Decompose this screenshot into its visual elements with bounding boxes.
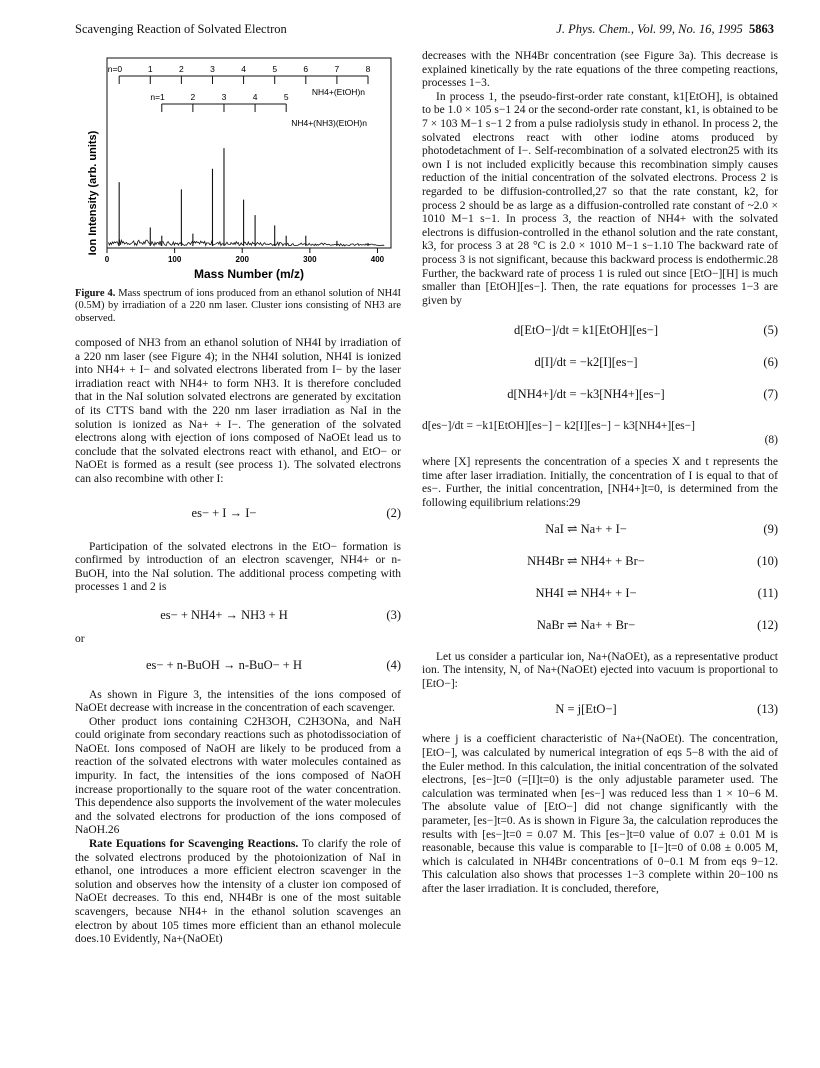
paragraph: decreases with the NH4Br concentration (see Figure 3a). This decrease is explained kinetically by the rate equations of the three competing reactions, processes 1−3. [422, 50, 778, 90]
equation-9 [422, 517, 778, 545]
ladder-n-label: 7 [334, 64, 340, 74]
paragraph: composed of NH3 from an ethanol solution of NH4I by irradiation of a 220 nm laser (see Figure 4); in the NH4I solution, NH4I is ionized into NH4+ + I− and solvated electrons liberated from I− by the laser irradiation react with NH4+ to form NH3. It is therefore concluded that in the NaI solution solvated electrons are generated by excitation of its CTTS band with the 220 nm laser irradiation as NaI in the solution is ionized as Na+ + I−. The generation of the solvated electrons along with ejection of ions composed of NaOEt lead us to conclude that the solvated electrons react with ethanol, and EtO− or NaOEt is formed as a result (see process 1). The solvated electrons can also recombine with other I: [75, 337, 401, 485]
running-header-title: Scavenging Reaction of Solvated Electron [75, 22, 287, 36]
equation-number: (7) [763, 387, 778, 402]
equation-number: (9) [763, 521, 778, 536]
equation-6 [422, 350, 778, 378]
equation-3 [75, 603, 401, 631]
x-tick-marks [107, 248, 377, 253]
equation-number: (4) [386, 657, 401, 672]
equation-body: NH4Br ⇌ NH4+ + Br− [527, 553, 645, 568]
paragraph: As shown in Figure 3, the intensities of the ions composed of NaOEt decrease with increase in the concentration of each scavenger. [75, 688, 401, 715]
equation-number: (12) [757, 617, 778, 632]
equation-number: (5) [763, 323, 778, 338]
equation-10 [422, 549, 778, 577]
equation-number: (10) [757, 553, 778, 568]
equation-body: es− + I → I− [191, 505, 257, 520]
series-a-label: NH4+(EtOH)n [311, 87, 365, 97]
equation-number: (11) [757, 585, 778, 600]
equation-body: es− + NH4+ → NH3 + H [160, 607, 288, 622]
connector-or: or [75, 632, 85, 645]
x-tick-label: 0 [104, 255, 110, 264]
section-title: Rate Equations for Scavenging Reactions. [89, 838, 299, 851]
equation-7 [422, 382, 778, 410]
paragraph [75, 838, 401, 947]
x-tick-label: 300 [303, 255, 317, 264]
equation-2 [75, 501, 401, 529]
ladder-n-label: 3 [221, 92, 227, 102]
paragraph: In process 1, the pseudo-first-order rate constant, k1[EtOH], is obtained to be 1.0 × 105 s−1 24 or the second-order rate constant, k1, is obtained to be 7 × 103 M−1 s−1 2 from a pulse radiolysis study in ethanol. In process 2, the solvated electrons react with other iodine atoms produced by photodetachment of I−. Self-recombination of a solvated electron25 with its own I is not included explicitly because this recombination simply causes reduction of the initial concentration of the solvated electrons. Process 2 is regarded to be diffusion-controlled,27 so that the rate constant, k2, for process 2 should be as large as a diffusion-controlled rate constant of ~2.0 × 1010 M−1 s−1. In process 3, the reaction of NH4+ with the solvated electrons is diffusion-controlled in the ethanol solution and the rate constant, k3, for process 3 at 28 °C is 2.0 × 1010 M−1 s−1.10 The backward rate of process 3 is not significant, because this backward process is endothermic.28 Further, the backward rate of process 1 is ruled out since [EtO−][H] is much smaller than [EtOH][es−]. Then, the rate equations for processes 1−3 are given by [422, 90, 778, 307]
spectrum-peaks [119, 148, 368, 246]
equation-number: (3) [386, 607, 401, 622]
figure-4-mass-spectrum [75, 48, 401, 283]
ladder-n-label: 8 [365, 64, 371, 74]
page-number: 5863 [749, 22, 774, 36]
right-column [422, 50, 778, 897]
equation-body: d[I]/dt = −k2[I][es−] [534, 355, 638, 370]
equation-body: d[NH4+]/dt = −k3[NH4+][es−] [507, 387, 665, 402]
ladder-n-label: 1 [147, 64, 153, 74]
equation-body: es− + n-BuOH → n-BuO− + H [146, 657, 302, 672]
journal-citation: J. Phys. Chem., Vol. 99, No. 16, 1995 [556, 22, 743, 36]
x-tick-label: 200 [235, 255, 249, 264]
paragraph: where [X] represents the concentration of a species X and t represents the time after laser irradiation. Initially, the concentration of I is equal to that of es−. Further, the initial concentration, [NH4+]t=0, is determined from the following equilibrium relations:29 [422, 456, 778, 510]
x-tick-labels [105, 255, 385, 264]
ladder-n-label: 4 [252, 92, 258, 102]
caption-label: Figure 4. [75, 288, 116, 299]
running-header-journal [482, 22, 774, 37]
paragraph: Participation of the solvated electrons in the EtO− formation is confirmed by introduction of an electron scavenger, NH4+ or n-BuOH, into the NaI solution. The additional process competing with processes 1 and 2 is [75, 540, 401, 594]
equation-12 [422, 613, 778, 641]
caption-text: Mass spectrum of ions produced from an ethanol solution of NH4I (0.5M) by irradiation of a 220 nm laser. Cluster ions consisting of NH3 are observed. [75, 288, 401, 324]
ladder-n-label: 4 [241, 64, 246, 74]
paragraph: Let us consider a particular ion, Na+(NaOEt), as a representative product ion. The intensity, N, of Na+(NaOEt) ejected into vacuum is proportional to [EtO−]: [422, 650, 778, 690]
equation-body: d[EtO−]/dt = k1[EtOH][es−] [513, 323, 659, 338]
series-b-label: NH4+(NH3)(EtOH)n [291, 118, 367, 128]
ladder-n-label: n=0 [107, 64, 123, 74]
equation-11 [422, 581, 778, 609]
ladder-n-label: 5 [283, 92, 289, 102]
equation-body: N = j[EtO−] [555, 702, 617, 717]
equation-number: (8) [764, 434, 778, 447]
figure-ylabel: Ion Intensity (arb. units) [87, 130, 99, 256]
ladder-n-label: 2 [179, 64, 184, 74]
x-tick-label: 100 [167, 255, 182, 264]
equation-body: NH4I ⇌ NH4+ + I− [535, 585, 637, 600]
ladder-n-label: 3 [210, 64, 215, 74]
ladder-n-label: 2 [190, 92, 196, 102]
ladder-n-label: 6 [303, 64, 309, 74]
ladder-n-label: n=1 [150, 92, 165, 102]
equation-number: (6) [763, 355, 778, 370]
ladder-n-label: 5 [272, 64, 278, 74]
series-a-ladder [108, 64, 371, 84]
equation-body: d[es−]/dt = −k1[EtOH][es−] − k2[I][es−] − k3[NH4+][es−] [422, 420, 695, 433]
equation-13 [422, 697, 778, 725]
equation-4 [75, 653, 401, 681]
paragraph: Other product ions containing C2H3OH, C2H3ONa, and NaH could originate from secondary reactions such as photodissociation of NaOEt. Ions composed of NaOH are likely to be produced from a reaction of the solvated electrons with water molecules contained as impurity. In fact, the intensities of the ions composed of NaOH increase proportionally to the square root of the water concentration. This dependence also supports the involvement of the water molecules and the solvated electrons for production of the ions composed of NaOH.26 [75, 715, 401, 837]
equation-8 [422, 414, 778, 448]
paragraph: where j is a coefficient characteristic of Na+(NaOEt). The concentration, [EtO−], was calculated by numerical integration of eqs 5−8 with the aid of the Euler method. In this calculation, the initial concentration of the solvated electrons, [es−]t=0 (=[I]t=0) is the only adjustable parameter used. The calculation was terminated when [es−] was reduced less than 1 × 10−6 M. The absolute value of [EtO−] did not change significantly with the parameter, [es−]t=0. As is shown in Figure 3a, the calculation reproduces the results with [es−]t=0 = 0.07 M. This [es−]t=0 value of 0.07 ± 0.01 M is reasonable, because this value is comparable to [I−]t=0 of 0.08 ± 0.005 M, which is calculated in NH4Br concentrations of 0−0.1 M from eqs 9−12. This calculation also shows that processes 1−3 complete within 20−100 ns after the laser irradiation. It is concluded, therefore, [422, 733, 778, 895]
figure-4-caption [75, 288, 401, 325]
equation-number: (13) [757, 702, 778, 717]
equation-body: NaBr ⇌ Na+ + Br− [536, 617, 636, 632]
figure-xlabel: Mass Number (m/z) [193, 267, 305, 281]
paragraph-body: To clarify the role of the solvated electrons produced by the photoionization of NaI in ethanol, one introduces a more efficient electron scavenger in the solution and observes how the intensity of a cluster ion composed of NaOEt decreases. To this end, NH4Br is one of the most suitable scavengers, because NH4+ in the ethanol solution scavenges an electron by about 105 times more efficient than an ethanol molecule does.10 Evidently, Na+(NaOEt) [75, 838, 401, 946]
series-b-ladder [150, 92, 288, 112]
equation-number: (2) [386, 505, 401, 520]
left-column [75, 337, 401, 947]
equation-body: NaI ⇌ Na+ + I− [545, 521, 627, 536]
x-tick-label: 400 [370, 255, 385, 264]
equation-5 [422, 318, 778, 346]
